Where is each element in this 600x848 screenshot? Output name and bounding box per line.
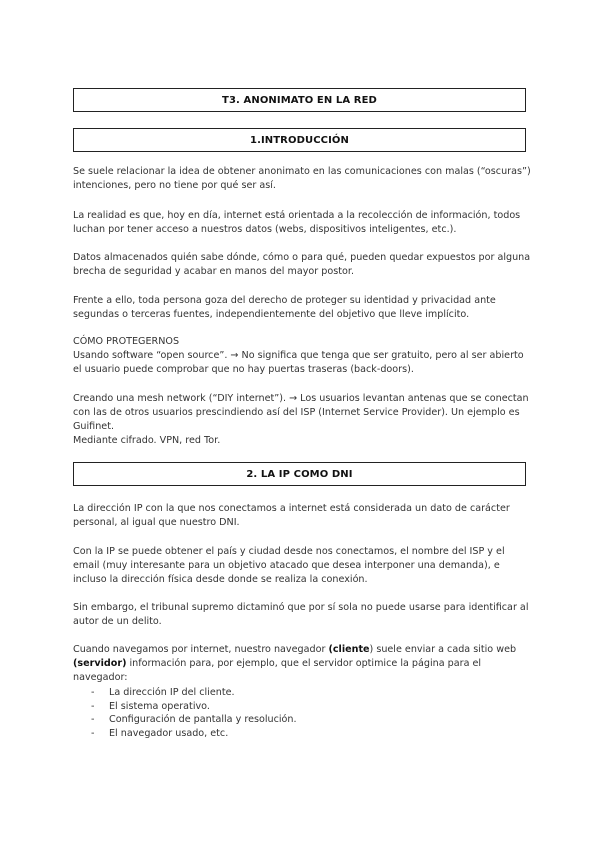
section-heading-text: 1.INTRODUCCIÓN [250,134,349,146]
section-heading-ip-dni [73,462,526,486]
section-heading-text: 2. LA IP COMO DNI [246,468,353,480]
list-item [73,727,533,741]
intro-paragraph-1: Se suele relacionar la idea de obtener anonimato en las comunicaciones con malas (“oscuras”) intenciones, pero no tiene por qué ser así. [73,166,531,192]
intro-paragraph-3: Datos almacenados quién sabe dónde, cómo o para qué, pueden quedar expuestos por alguna brecha de seguridad y acabar en manos del mayor postor. [73,252,531,278]
document-title [73,88,526,112]
list-item-text: La dirección IP del cliente. [109,687,235,698]
list-item-text: El navegador usado, etc. [109,727,229,739]
list-item [73,700,533,714]
cliente-bold: (cliente [328,644,370,655]
list-dash: - [91,687,95,698]
ip-paragraph-4 [73,643,533,686]
ip-p4-text-a: Cuando navegamos por internet, nuestro navegador [73,644,329,655]
list-dash: - [91,714,95,726]
protect-item-open-source: Usando software “open source”. → No significa que tenga que ser gratuito, pero al ser abierto el usuario puede comprobar que no hay puertas traseras (back-doors). [73,350,524,376]
protect-item-cifrado: Mediante cifrado. VPN, red Tor. [73,435,221,446]
servidor-bold: (servidor) [73,658,127,670]
intro-paragraph-2: La realidad es que, hoy en día, internet está orientada a la recolección de información, todos luchan por tener acceso a nuestros datos (webs, dispositivos inteligentes, etc.). [73,210,521,236]
list-item-text: El sistema operativo. [109,700,210,712]
ip-paragraph-2: Con la IP se puede obtener el país y ciudad desde nos conectamos, el nombre del ISP y el email (muy interesante para un objetivo atacado que desea interponer una demanda), e incluso la dirección física desde donde se realiza la conexión. [73,546,505,586]
ip-paragraph-1: La dirección IP con la que nos conectamos a internet está considerada un dato de carácter personal, al igual que nuestro DNI. [73,503,510,529]
list-dash: - [91,700,95,712]
list-dash: - [91,727,95,739]
document-title-text: T3. ANONIMATO EN LA RED [222,94,377,106]
protect-item-mesh-network: Creando una mesh network (“DIY internet”). → Los usuarios levantan antenas que se conectan con las de otros usuarios prescindiendo así del ISP (Internet Service Provider). Un ejemplo es Guifinet. [73,393,529,433]
list-item [73,713,533,727]
ip-p4-text-c: ) suele enviar a cada sitio web [369,644,517,655]
intro-paragraph-4: Frente a ello, toda persona goza del derecho de proteger su identidad y privacidad ante segundas o terceras fuentes, independientemente del objetivo que lleve implícito. [73,295,496,321]
list-item [73,686,533,700]
browser-info-list [73,686,533,740]
ip-paragraph-3: Sin embargo, el tribunal supremo dictaminó que por sí sola no puede usarse para identificar al autor de un delito. [73,602,529,628]
section-heading-introduccion [73,128,526,152]
protect-title: CÓMO PROTEGERNOS [73,336,180,347]
ip-p4-text-e: información para, por ejemplo, que el servidor optimice la página para el navegador: [73,658,482,684]
list-item-text: Configuración de pantalla y resolución. [109,714,297,726]
